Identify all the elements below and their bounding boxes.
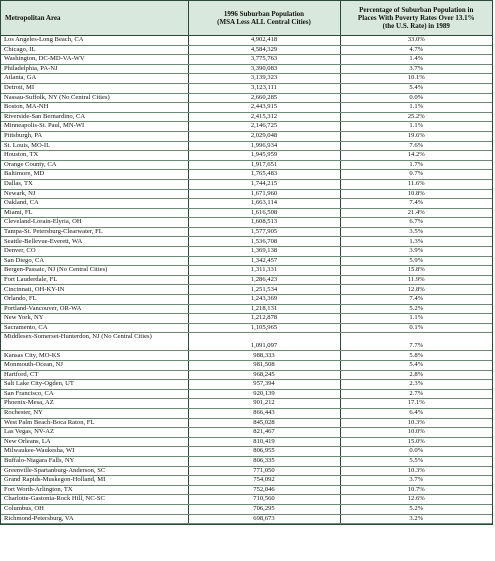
population-cell: 1,616,508 [188,208,340,218]
metro-area-cell: Greenville-Spartanburg-Anderson, SC [1,466,188,476]
metro-area-cell: Boston, MA-NH [1,103,188,113]
population-cell: 1,536,708 [188,237,340,247]
population-cell: 4,584,329 [188,45,340,55]
metro-area-cell: Hartford, CT [1,370,188,380]
population-cell: 771,050 [188,466,340,476]
metro-area-cell: Nassau-Suffolk, NY (No Central Cities) [1,93,188,103]
population-cell: 1,105,965 [188,323,340,333]
population-cell: 2,415,312 [188,112,340,122]
poverty-percent-cell: 3.9% [340,247,492,257]
poverty-percent-cell: 15.8% [340,266,492,276]
poverty-percent-cell: 10.0% [340,428,492,438]
poverty-percent-cell: 12.6% [340,495,492,505]
population-cell: 3,123,111 [188,83,340,93]
population-cell: 2,029,048 [188,131,340,141]
metro-area-cell: Cincinnati, OH-KY-IN [1,285,188,295]
table-row [1,485,492,495]
metro-area-cell: Riverside-San Bernardino, CA [1,112,188,122]
table-row [1,456,492,466]
poverty-percent-cell: 2.3% [340,380,492,390]
metro-area-cell: San Francisco, CA [1,389,188,399]
poverty-percent-cell: 7.6% [340,141,492,151]
population-cell: 1,091,097 [188,333,340,351]
poverty-percent-cell: 7.4% [340,295,492,305]
poverty-percent-cell: 0.0% [340,447,492,457]
poverty-percent-cell: 1.4% [340,55,492,65]
table-body [1,36,492,524]
poverty-percent-cell: 1.3% [340,237,492,247]
table-row [1,285,492,295]
population-cell: 752,046 [188,485,340,495]
table-row [1,437,492,447]
population-cell: 1,342,457 [188,256,340,266]
population-cell: 920,139 [188,389,340,399]
poverty-percent-cell: 10.3% [340,466,492,476]
header-col3-line1: Percentage of Suburban Population in [359,6,474,14]
metro-area-cell: Orlando, FL [1,295,188,305]
poverty-percent-cell: 10.8% [340,189,492,199]
table-row [1,380,492,390]
poverty-percent-cell: 17.1% [340,399,492,409]
poverty-percent-cell: 5.4% [340,83,492,93]
population-cell: 1,577,905 [188,227,340,237]
poverty-percent-cell: 7.7% [340,333,492,351]
poverty-percent-cell: 0.7% [340,170,492,180]
population-cell: 810,419 [188,437,340,447]
metro-area-cell: Orange County, CA [1,160,188,170]
table-row [1,112,492,122]
table-row [1,314,492,324]
population-cell: 4,902,418 [188,36,340,46]
poverty-percent-cell: 3.5% [340,227,492,237]
metro-area-cell: Richmond-Petersburg, VA [1,514,188,524]
population-cell: 1,369,138 [188,247,340,257]
population-cell: 981,508 [188,361,340,371]
population-cell: 957,394 [188,380,340,390]
metro-area-cell: Milwaukee-Waukesha, WI [1,447,188,457]
poverty-percent-cell: 1.1% [340,122,492,132]
metro-area-cell: Newark, NJ [1,189,188,199]
table-row [1,304,492,314]
poverty-percent-cell: 0.1% [340,323,492,333]
header-metropolitan-area [1,1,188,36]
poverty-percent-cell: 1.1% [340,103,492,113]
metro-area-cell: New York, NY [1,314,188,324]
population-cell: 1,765,483 [188,170,340,180]
population-cell: 3,775,763 [188,55,340,65]
table-row [1,227,492,237]
poverty-percent-cell: 7.4% [340,199,492,209]
table-row [1,55,492,65]
table-row [1,208,492,218]
table-row [1,476,492,486]
table-row [1,351,492,361]
population-cell: 2,443,915 [188,103,340,113]
table-row [1,93,492,103]
metro-area-cell: New Orleans, LA [1,437,188,447]
table-row [1,323,492,333]
table-row [1,36,492,46]
poverty-percent-cell: 5.2% [340,504,492,514]
population-cell: 3,390,083 [188,64,340,74]
table-row [1,361,492,371]
metro-area-cell: Buffalo-Niagara Falls, NY [1,456,188,466]
table-row [1,64,492,74]
population-cell: 754,092 [188,476,340,486]
population-cell: 866,443 [188,408,340,418]
metro-area-cell: Oakland, CA [1,199,188,209]
table-row [1,151,492,161]
population-cell: 806,955 [188,447,340,457]
metro-area-cell: Phoenix-Mesa, AZ [1,399,188,409]
metro-area-cell: West Palm Beach-Boca Raton, FL [1,418,188,428]
table-row [1,428,492,438]
table-row [1,389,492,399]
population-cell: 1,996,934 [188,141,340,151]
poverty-percent-cell: 5.9% [340,256,492,266]
poverty-percent-cell: 25.2% [340,112,492,122]
poverty-percent-cell: 2.7% [340,389,492,399]
poverty-percent-cell: 5.8% [340,351,492,361]
table-row [1,83,492,93]
table-row [1,160,492,170]
metro-area-cell: Charlotte-Gastonia-Rock Hill, NC-SC [1,495,188,505]
table-row [1,131,492,141]
metro-area-cell: Detroit, MI [1,83,188,93]
table-row [1,504,492,514]
metro-area-cell: Las Vegas, NV-AZ [1,428,188,438]
metro-area-cell: Fort Worth-Arlington, TX [1,485,188,495]
metro-area-cell: Philadelphia, PA-NJ [1,64,188,74]
table-row [1,514,492,524]
population-cell: 988,333 [188,351,340,361]
header-col3-line3: (the U.S. Rate) in 1989 [382,22,450,30]
table-row [1,141,492,151]
table-row [1,466,492,476]
table-row [1,333,492,351]
population-cell: 901,212 [188,399,340,409]
metro-area-cell: Atlanta, GA [1,74,188,84]
poverty-percent-cell: 1.1% [340,314,492,324]
poverty-percent-cell: 11.6% [340,179,492,189]
poverty-percent-cell: 0.0% [340,93,492,103]
metro-area-cell: Bergen-Passaic, NJ (No Central Cities) [1,266,188,276]
poverty-percent-cell: 5.2% [340,304,492,314]
poverty-percent-cell: 12.8% [340,285,492,295]
poverty-percent-cell: 33.0% [340,36,492,46]
header-col1-text: Metropolitan Area [5,14,61,22]
table-row [1,170,492,180]
table-row [1,45,492,55]
poverty-percent-cell: 5.5% [340,456,492,466]
table-row [1,74,492,84]
population-cell: 710,560 [188,495,340,505]
population-cell: 806,335 [188,456,340,466]
metro-area-cell: Columbus, OH [1,504,188,514]
population-cell: 1,663,114 [188,199,340,209]
poverty-percent-cell: 2.8% [340,370,492,380]
metro-area-cell: Houston, TX [1,151,188,161]
metro-area-cell: Dallas, TX [1,179,188,189]
population-cell: 1,243,369 [188,295,340,305]
metro-area-cell: Fort Lauderdale, FL [1,275,188,285]
population-cell: 1,671,960 [188,189,340,199]
metro-area-cell: St. Louis, MO-IL [1,141,188,151]
poverty-percent-cell: 6.4% [340,408,492,418]
table-row [1,266,492,276]
population-cell: 1,251,534 [188,285,340,295]
metro-area-cell: Sacramento, CA [1,323,188,333]
table-row [1,447,492,457]
table-row [1,495,492,505]
metro-area-cell: Monmouth-Ocean, NJ [1,361,188,371]
population-cell: 1,917,651 [188,160,340,170]
poverty-percent-cell: 10.3% [340,418,492,428]
population-cell: 1,608,513 [188,218,340,228]
metro-area-cell: Salt Lake City-Ogden, UT [1,380,188,390]
table-row [1,370,492,380]
table-row [1,256,492,266]
population-cell: 968,245 [188,370,340,380]
header-col2-line1: 1996 Suburban Population [223,10,305,18]
table-row [1,399,492,409]
poverty-percent-cell: 19.6% [340,131,492,141]
poverty-percent-cell: 14.2% [340,151,492,161]
metro-area-cell: Los Angeles-Long Beach, CA [1,36,188,46]
population-cell: 698,673 [188,514,340,524]
poverty-percent-cell: 10.1% [340,74,492,84]
table-row [1,418,492,428]
metro-area-cell: Baltimore, MD [1,170,188,180]
table-row [1,218,492,228]
table-row [1,189,492,199]
header-poverty-percentage [340,1,492,36]
table-row [1,237,492,247]
poverty-percent-cell: 1.7% [340,160,492,170]
table-header [1,1,492,36]
poverty-percent-cell: 5.4% [340,361,492,371]
table-row [1,122,492,132]
population-cell: 1,945,959 [188,151,340,161]
poverty-percent-cell: 11.9% [340,275,492,285]
metro-area-cell: Grand Rapids-Muskegon-Holland, MI [1,476,188,486]
metro-area-cell: San Diego, CA [1,256,188,266]
table-row [1,295,492,305]
metro-area-cell: Seattle-Bellevue-Everett, WA [1,237,188,247]
population-cell: 3,139,323 [188,74,340,84]
poverty-percent-cell: 4.7% [340,45,492,55]
population-cell: 706,295 [188,504,340,514]
table-row [1,199,492,209]
poverty-percent-cell: 10.7% [340,485,492,495]
suburban-poverty-table [1,1,492,524]
header-suburban-population [188,1,340,36]
metro-area-cell: Washington, DC-MD-VA-WV [1,55,188,65]
metro-area-cell: Denver, CO [1,247,188,257]
poverty-percent-cell: 3.2% [340,514,492,524]
population-cell: 1,286,423 [188,275,340,285]
poverty-percent-cell: 3.7% [340,476,492,486]
table-row [1,275,492,285]
poverty-percent-cell: 3.7% [340,64,492,74]
table-row [1,103,492,113]
table-row [1,408,492,418]
population-cell: 845,028 [188,418,340,428]
poverty-percent-cell: 15.0% [340,437,492,447]
metro-area-cell: Portland-Vancouver, OR-WA [1,304,188,314]
metro-area-cell: Tampa-St. Petersburg-Clearwater, FL [1,227,188,237]
header-col2-line2: (MSA Less ALL Central Cities) [217,18,311,26]
population-cell: 1,311,331 [188,266,340,276]
poverty-percent-cell: 6.7% [340,218,492,228]
population-cell: 1,744,215 [188,179,340,189]
table-row [1,179,492,189]
population-cell: 2,146,725 [188,122,340,132]
poverty-percent-cell: 21.4% [340,208,492,218]
population-cell: 821,467 [188,428,340,438]
metro-area-cell: Pittsburgh, PA [1,131,188,141]
metro-area-cell: Minneapolis-St. Paul, MN-WI [1,122,188,132]
metro-area-cell: Kansas City, MO-KS [1,351,188,361]
metro-area-cell: Miami, FL [1,208,188,218]
table-row [1,247,492,257]
metro-area-cell: Middlesex-Somerset-Hunterdon, NJ (No Central Cities) [1,333,188,351]
metro-area-cell: Chicago, IL [1,45,188,55]
header-col3-line2: Places With Poverty Rates Over 13.1% [357,14,475,22]
metro-area-cell: Rochester, NY [1,408,188,418]
header-row [1,1,492,36]
metro-area-cell: Cleveland-Lorain-Elyria, OH [1,218,188,228]
population-cell: 1,212,878 [188,314,340,324]
population-cell: 2,660,285 [188,93,340,103]
population-cell: 1,218,131 [188,304,340,314]
